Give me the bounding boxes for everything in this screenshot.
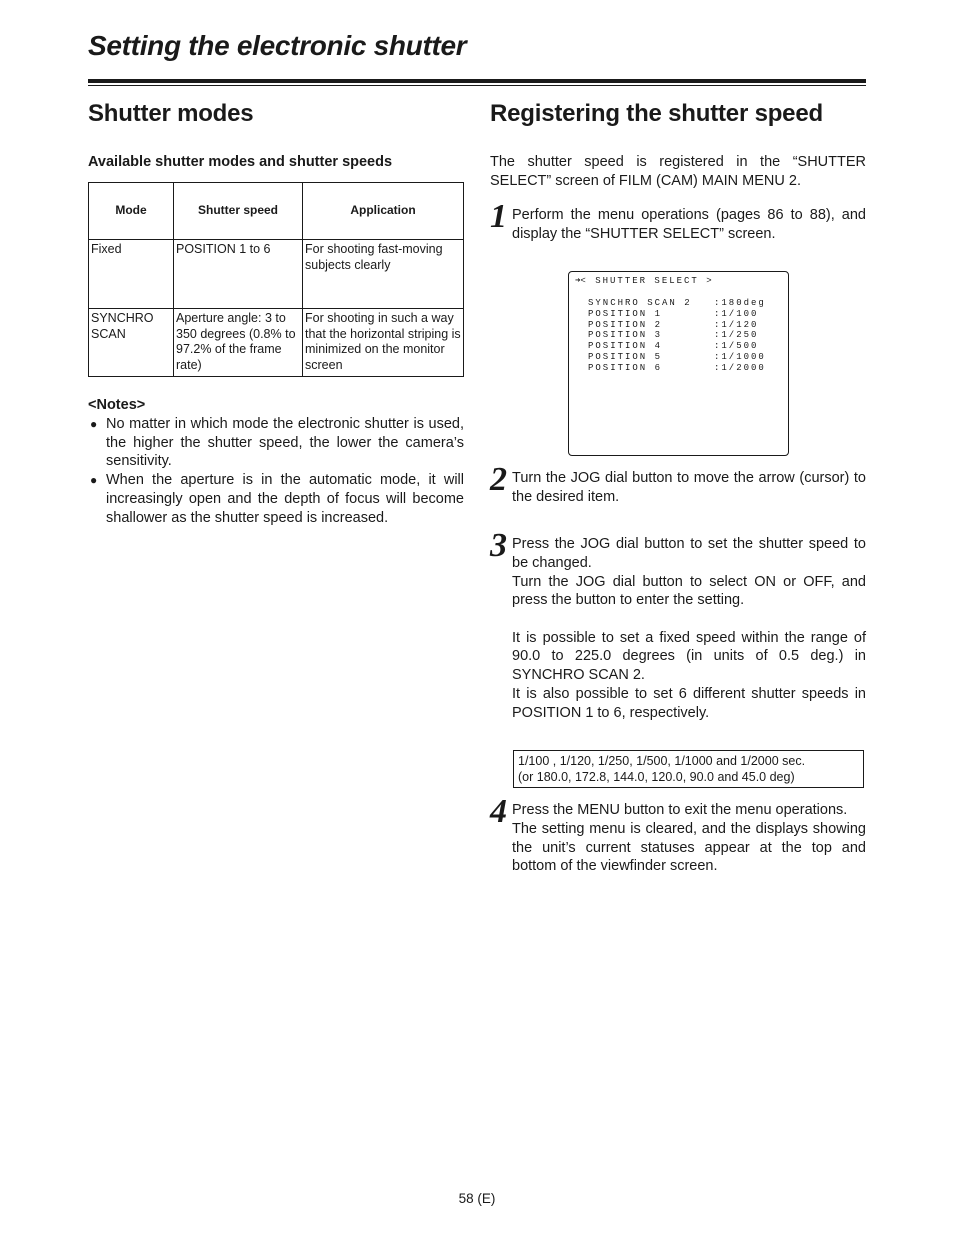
step-4: [490, 793, 866, 876]
notes-heading: <Notes>: [88, 397, 146, 413]
step-number: 2: [490, 460, 507, 498]
table-caption: Available shutter modes and shutter speeds: [88, 154, 393, 170]
step-text: Turn the JOG dial button to select ON or OFF, and press the button to enter the setting.: [512, 573, 866, 609]
step-text: Turn the JOG dial button to move the arrow (cursor) to the desired item.: [512, 469, 866, 505]
shutter-modes-table: [88, 182, 464, 377]
page-title: Setting the electronic shutter: [88, 30, 467, 61]
page-number: 58 (E): [458, 1191, 496, 1206]
menu-row-label: POSITION 3: [588, 330, 663, 341]
column-header-shutter-speed: Shutter speed: [174, 183, 303, 240]
menu-row-value: :1/500: [714, 341, 759, 352]
step-text: Press the MENU button to exit the menu operations.: [512, 802, 848, 819]
menu-row: [588, 298, 778, 309]
cell-mode: Fixed: [89, 240, 174, 309]
table-header-row: [89, 183, 464, 240]
menu-row: [588, 309, 778, 320]
menu-row-label: POSITION 2: [588, 319, 663, 330]
screen-rows: [588, 298, 778, 374]
cell-application: For shooting fast-moving subjects clearly: [303, 240, 464, 309]
note-text: When the aperture is in the automatic mode, it will increasingly open and the depth of focus will become shallower as the shutter speed is increased.: [106, 472, 464, 526]
step-text: The setting menu is cleared, and the displays showing the unit’s current statuses appear at the top and bottom of the viewfinder screen.: [512, 820, 866, 875]
notes-list: [88, 415, 464, 527]
step-number: 1: [490, 198, 507, 236]
screen-title: [575, 276, 714, 287]
cell-application: For shooting in such a way that the horizontal striping is minimized on the monitor screen: [303, 309, 464, 377]
title-rule-thin: [88, 85, 866, 86]
step-number: 3: [490, 527, 507, 565]
note-item: [88, 471, 464, 527]
menu-row-value: :1/250: [714, 330, 759, 341]
column-header-application: Application: [303, 183, 464, 240]
note-item: [88, 415, 464, 471]
registering-heading: Registering the shutter speed: [490, 100, 823, 127]
screen-title-text: < SHUTTER SELECT >: [580, 276, 714, 286]
step-3: [490, 527, 866, 722]
menu-row: [588, 363, 778, 374]
menu-row: [588, 341, 778, 352]
column-header-mode: Mode: [89, 183, 174, 240]
menu-row-value: :1/120: [714, 319, 759, 330]
shutter-modes-heading: Shutter modes: [88, 100, 254, 127]
step-1: [490, 198, 866, 243]
step-text: It is possible to set a fixed speed within the range of 90.0 to 225.0 degrees (in units of 0.5 deg.) in SYNCHRO SCAN 2.: [512, 629, 866, 684]
cell-speed: POSITION 1 to 6: [174, 240, 303, 309]
menu-row-label: POSITION 6: [588, 362, 663, 373]
arrow-cursor-icon: ➜: [575, 276, 581, 286]
step-text: Press the JOG dial button to set the shutter speed to be changed.: [512, 536, 866, 571]
speed-values-line: 1/100 , 1/120, 1/250, 1/500, 1/1000 and 1/2000 sec.: [518, 754, 806, 768]
step-number: 4: [490, 793, 507, 831]
intro-text: The shutter speed is registered in the “SHUTTER SELECT” screen of FILM (CAM) MAIN MENU 2.: [490, 154, 866, 189]
menu-row-value: :1/100: [714, 308, 759, 319]
menu-row: [588, 330, 778, 341]
menu-row-label: SYNCHRO SCAN 2: [588, 298, 692, 308]
bullet-icon: ●: [90, 417, 98, 431]
shutter-select-screen: [568, 271, 789, 456]
table-row: [89, 309, 464, 377]
paragraph-gap: [512, 610, 866, 629]
menu-row: [588, 320, 778, 331]
bullet-icon: ●: [90, 473, 98, 488]
step-text: Perform the menu operations (pages 86 to 88), and display the “SHUTTER SELECT” screen.: [512, 207, 866, 243]
step-text: It is also possible to set 6 different shutter speeds in POSITION 1 to 6, respectively.: [512, 685, 866, 721]
table-row: [89, 240, 464, 309]
menu-row-label: POSITION 4: [588, 341, 663, 352]
shutter-speed-values-box: [513, 750, 864, 788]
note-text: No matter in which mode the electronic shutter is used, the higher the shutter speed, the lower the camera’s sensitivity.: [106, 416, 464, 470]
menu-row-value: :180deg: [714, 298, 766, 308]
cell-mode: SYNCHRO SCAN: [89, 309, 174, 377]
menu-row: [588, 352, 778, 363]
cell-speed: Aperture angle: 3 to 350 degrees (0.8% to 97.2% of the frame rate): [174, 309, 303, 377]
step-2: [490, 460, 866, 506]
menu-row-value: :1/1000: [714, 351, 766, 362]
title-rule-thick: [88, 79, 866, 83]
menu-row-label: POSITION 5: [588, 351, 663, 362]
degree-values-line: (or 180.0, 172.8, 144.0, 120.0, 90.0 and 45.0 deg): [518, 770, 795, 784]
menu-row-label: POSITION 1: [588, 308, 663, 319]
left-column: [88, 100, 464, 527]
menu-row-value: :1/2000: [714, 362, 766, 373]
